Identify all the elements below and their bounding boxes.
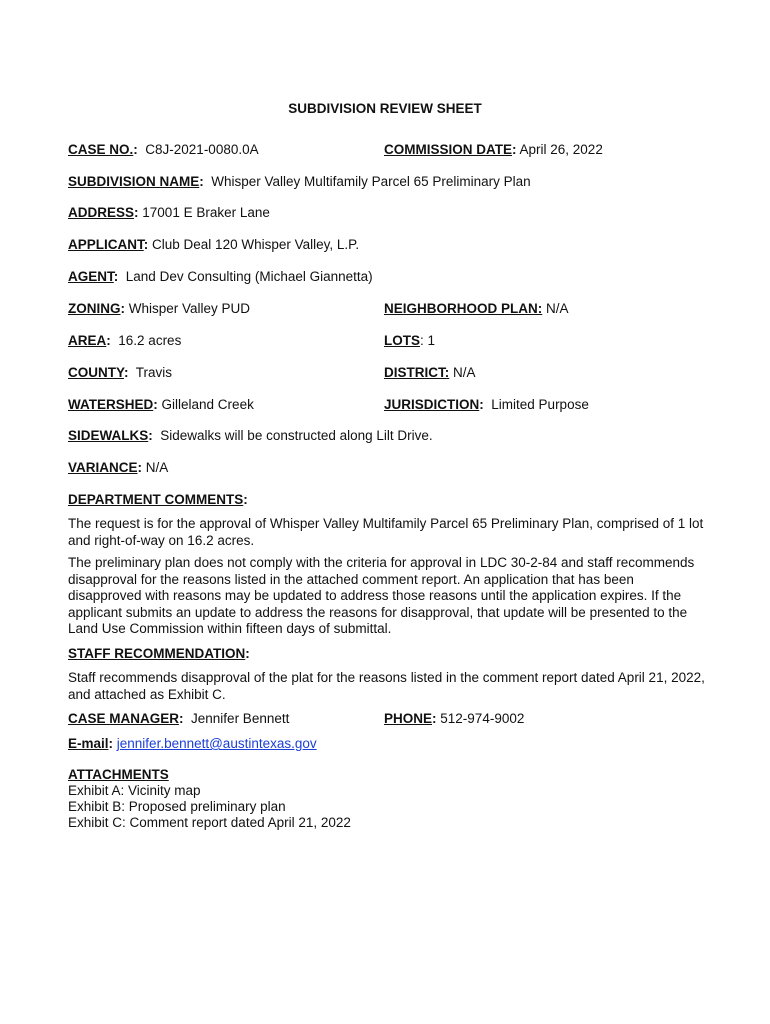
attachment-item: Exhibit B: Proposed preliminary plan: [68, 799, 286, 814]
email-field: E-mail: jennifer.bennett@austintexas.gov: [68, 736, 317, 751]
staff-recommendation-text: Staff recommends disapproval of the plat for the reasons listed in the comment report dated April 21, 2022, and attached as Exhibit C.: [68, 670, 705, 702]
applicant-value: Club Deal 120 Whisper Valley, L.P.: [152, 237, 360, 252]
area-label: AREA: [68, 333, 107, 348]
watershed-field: WATERSHED: Gilleland Creek: [68, 397, 254, 412]
address-value: 17001 E Braker Lane: [142, 205, 270, 220]
department-comments-paragraph-2: The preliminary plan does not comply with the criteria for approval in LDC 30-2-84 and staff recommends disapproval for the reasons listed in the attached comment report. An application that has been disapproved with reasons may be updated to address those reasons until the application expires. If the applicant submits an update to address the reasons for disapproval, that update will be presented to the Land Use Commission within fifteen days of submittal.: [68, 555, 695, 636]
variance-field: VARIANCE: N/A: [68, 460, 169, 475]
case-manager-label: CASE MANAGER: [68, 711, 180, 726]
lots-field: LOTS: 1: [384, 333, 436, 348]
address-field: ADDRESS: 17001 E Braker Lane: [68, 205, 270, 220]
jurisdiction-field: JURISDICTION: Limited Purpose: [384, 397, 589, 412]
department-comments-heading: DEPARTMENT COMMENTS:: [68, 492, 248, 507]
district-value: N/A: [453, 365, 476, 380]
agent-value: Land Dev Consulting (Michael Giannetta): [125, 269, 373, 284]
area-field: AREA: 16.2 acres: [68, 333, 182, 348]
subdivision-name-field: SUBDIVISION NAME: Whisper Valley Multifamily Parcel 65 Preliminary Plan: [68, 174, 531, 189]
subdivision-name-label: SUBDIVISION NAME: [68, 174, 200, 189]
staff-recommendation-heading: STAFF RECOMMENDATION:: [68, 646, 250, 661]
email-link[interactable]: jennifer.bennett@austintexas.gov: [116, 736, 317, 751]
neighborhood-plan-label: NEIGHBORHOOD PLAN:: [384, 301, 543, 316]
lots-label: LOTS: [384, 333, 420, 348]
county-value: Travis: [135, 365, 173, 380]
attachments-label: ATTACHMENTS: [68, 767, 169, 782]
jurisdiction-value: Limited Purpose: [491, 397, 589, 412]
watershed-label: WATERSHED: [68, 397, 154, 412]
zoning-field: ZONING: Whisper Valley PUD: [68, 301, 251, 316]
case-no-value: C8J-2021-0080.0A: [145, 142, 259, 157]
document-title: SUBDIVISION REVIEW SHEET: [288, 101, 482, 116]
lots-value: 1: [427, 333, 436, 348]
sidewalks-value: Sidewalks will be constructed along Lilt Drive.: [160, 428, 433, 443]
case-manager-field: CASE MANAGER: Jennifer Bennett: [68, 711, 290, 726]
attachment-item: Exhibit C: Comment report dated April 21, 2022: [68, 815, 351, 830]
email-label: E-mail: [68, 736, 109, 751]
jurisdiction-label: JURISDICTION: [384, 397, 480, 412]
county-field: COUNTY: Travis: [68, 365, 173, 380]
sidewalks-field: SIDEWALKS: Sidewalks will be constructed along Lilt Drive.: [68, 428, 433, 443]
commission-date-value: April 26, 2022: [519, 142, 603, 157]
variance-value: N/A: [145, 460, 169, 475]
county-label: COUNTY: [68, 365, 124, 380]
attachment-item: Exhibit A: Vicinity map: [68, 783, 201, 798]
applicant-field: APPLICANT: Club Deal 120 Whisper Valley, L.P.: [68, 237, 360, 252]
address-label: ADDRESS: [68, 205, 135, 220]
zoning-value: Whisper Valley PUD: [128, 301, 251, 316]
case-no-label: CASE NO.: [68, 142, 134, 157]
agent-field: AGENT: Land Dev Consulting (Michael Giannetta): [68, 269, 373, 284]
neighborhood-plan-value: N/A: [546, 301, 569, 316]
zoning-label: ZONING: [68, 301, 121, 316]
area-value: 16.2 acres: [118, 333, 182, 348]
staff-recommendation-label: STAFF RECOMMENDATION: [68, 646, 246, 661]
case-no-field: CASE NO.: C8J-2021-0080.0A: [68, 142, 259, 157]
sidewalks-label: SIDEWALKS: [68, 428, 149, 443]
variance-label: VARIANCE: [68, 460, 138, 475]
department-comments-paragraph-1: The request is for the approval of Whisper Valley Multifamily Parcel 65 Preliminary Plan, comprised of 1 lot and right-of-way on 16.2 acres.: [68, 516, 704, 548]
commission-date-field: COMMISSION DATE: April 26, 2022: [384, 142, 603, 157]
district-label: DISTRICT:: [384, 365, 450, 380]
applicant-label: APPLICANT: [68, 237, 144, 252]
department-comments-label: DEPARTMENT COMMENTS: [68, 492, 244, 507]
agent-label: AGENT: [68, 269, 114, 284]
phone-value: 512-974-9002: [440, 711, 525, 726]
case-manager-value: Jennifer Bennett: [191, 711, 290, 726]
phone-label: PHONE: [384, 711, 433, 726]
subdivision-name-value: Whisper Valley Multifamily Parcel 65 Preliminary Plan: [211, 174, 531, 189]
neighborhood-plan-field: [384, 301, 569, 317]
attachments-list: [68, 783, 351, 831]
district-field: [384, 365, 476, 381]
phone-field: PHONE: 512-974-9002: [384, 711, 525, 726]
watershed-value: Gilleland Creek: [161, 397, 254, 412]
staff-recommendation-body: [68, 670, 708, 703]
attachments-heading: [68, 767, 169, 783]
commission-date-label: COMMISSION DATE: [384, 142, 512, 157]
department-comments-body: [68, 516, 708, 638]
